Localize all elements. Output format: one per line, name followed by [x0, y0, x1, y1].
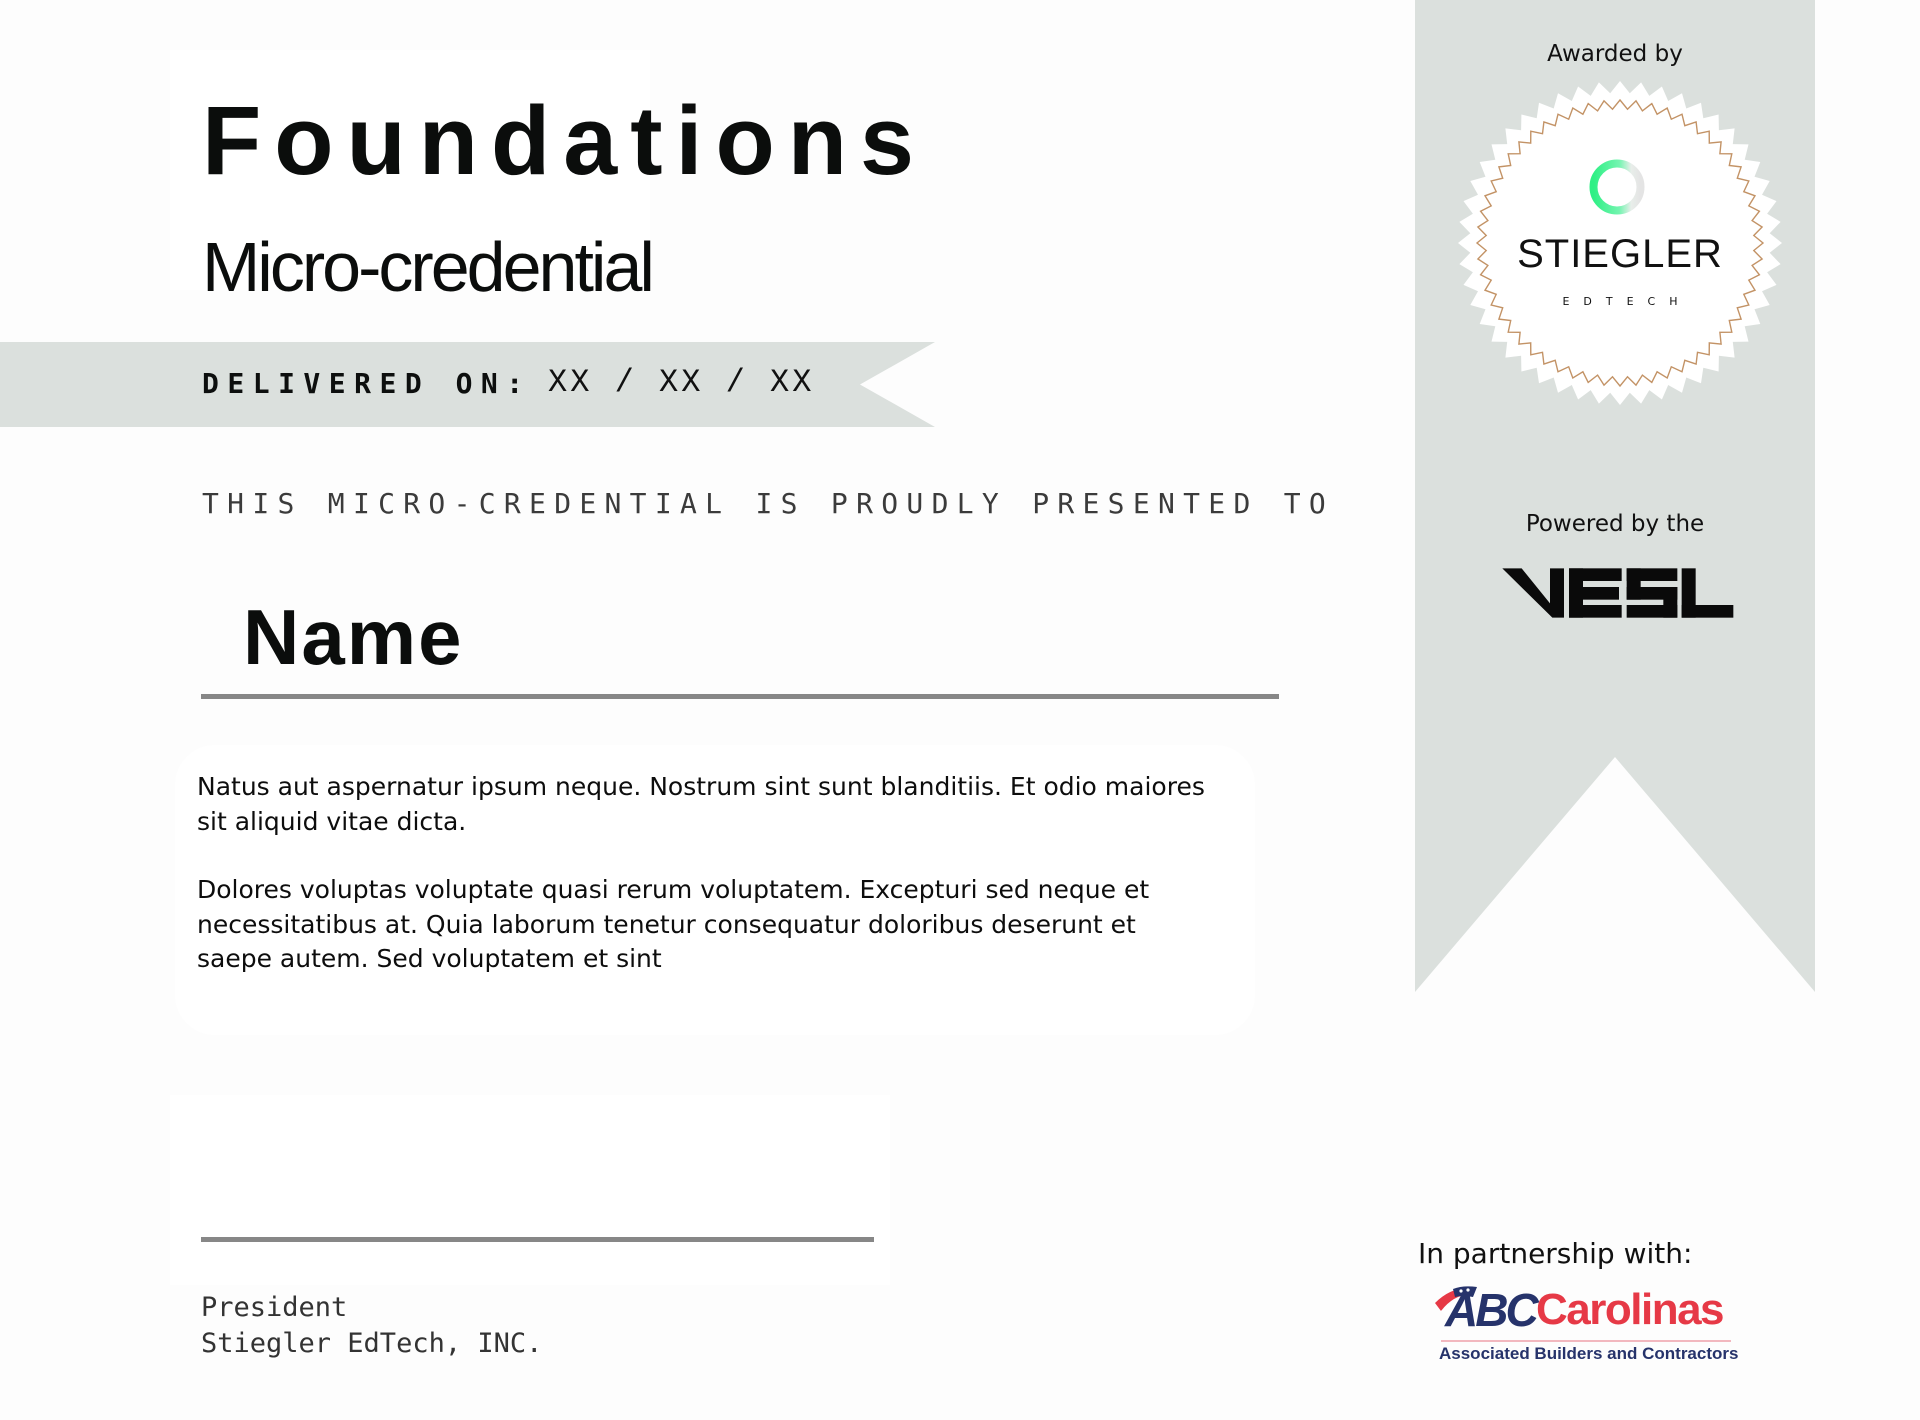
signatory-block: [201, 1290, 542, 1362]
certificate-title: Foundations: [202, 86, 927, 195]
abc-divider: [1441, 1340, 1731, 1342]
background-panel: [170, 1095, 890, 1285]
abc-carolinas-logo: [1433, 1283, 1739, 1365]
abc-tagline: Associated Builders and Contractors: [1439, 1344, 1739, 1363]
partnership-label: In partnership with:: [1418, 1237, 1693, 1270]
abc-wordmark: ABC: [1445, 1284, 1536, 1336]
certificate-subtitle: Micro-credential: [202, 228, 652, 306]
presented-to-label: THIS MICRO-CREDENTIAL IS PROUDLY PRESENTED TO: [202, 487, 1335, 520]
description-paragraph: Dolores voluptas voluptate quasi rerum voluptatem. Excepturi sed neque et necessitatibus at. Quia laborum tenetur consequatur doloribus deserunt et saepe autem. Sed voluptatem et sint: [197, 875, 1150, 973]
stiegler-tagline: EDTECH: [1562, 295, 1692, 308]
carolinas-wordmark: Carolinas: [1536, 1285, 1724, 1334]
delivered-date: XX / XX / XX: [548, 364, 815, 401]
name-underline: [201, 694, 1279, 699]
powered-by-label: Powered by the: [1525, 511, 1705, 537]
ring-logo-icon: [1588, 158, 1646, 216]
signature-line: [201, 1237, 874, 1242]
signatory-title: President: [201, 1292, 348, 1323]
description-paragraph: Natus aut aspernatur ipsum neque. Nostrum sint sunt blanditiis. Et odio maiores sit aliquid vitae dicta.: [197, 772, 1205, 836]
awarded-by-label: Awarded by: [1547, 41, 1683, 67]
stiegler-wordmark: STIEGLER: [1517, 232, 1723, 276]
vesl-logo: [1495, 555, 1745, 625]
signatory-organization: Stiegler EdTech, INC.: [201, 1328, 543, 1359]
credential-description: [197, 770, 1207, 1011]
delivered-on-label: DELIVERED ON:: [202, 367, 532, 400]
recipient-name: Name: [243, 593, 464, 681]
